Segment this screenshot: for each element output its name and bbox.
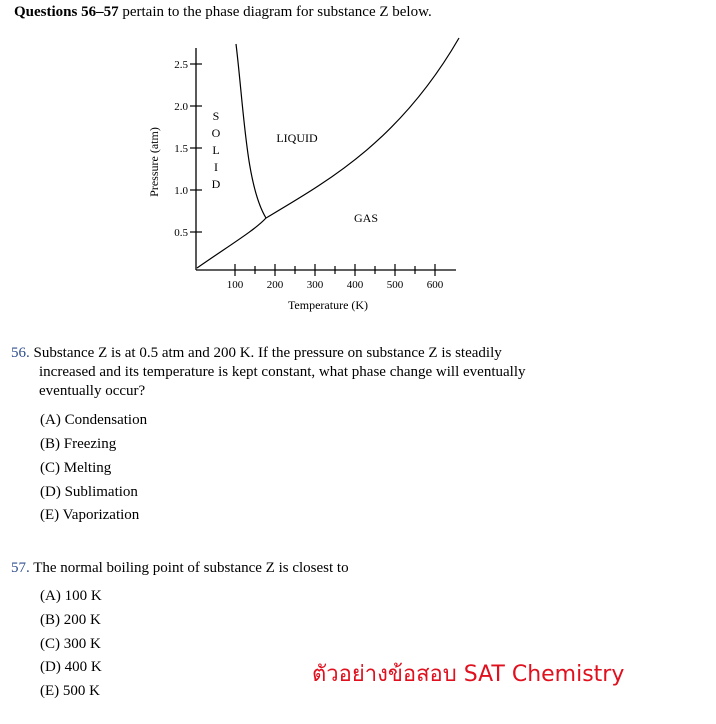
phase-diagram — [0, 0, 716, 330]
x-tick-label: 300 — [306, 279, 324, 291]
question-57-stem — [11, 559, 349, 578]
answer-option[interactable]: (E) 500 K — [40, 683, 100, 699]
y-tick-label: 1.0 — [174, 185, 188, 197]
x-tick-label: 100 — [226, 279, 244, 291]
answer-option[interactable]: (A) 100 K — [40, 588, 102, 604]
y-tick-label: 1.5 — [174, 143, 188, 155]
solid-letter: O — [211, 126, 221, 140]
answer-option[interactable]: (C) Melting — [40, 460, 112, 476]
x-tick-label: 600 — [426, 279, 444, 291]
answer-option[interactable]: (D) 400 K — [40, 659, 102, 675]
watermark-text: ตัวอย่างข้อสอบ SAT Chemistry — [312, 662, 625, 687]
x-axis-label: Temperature (K) — [287, 298, 369, 312]
x-tick-label: 200 — [266, 279, 284, 291]
question-stem-line: The normal boiling point of substance Z is closest to — [29, 560, 349, 576]
answer-option[interactable]: (D) Sublimation — [40, 484, 138, 500]
x-tick-label: 500 — [386, 279, 404, 291]
answer-option[interactable]: (C) 300 K — [40, 636, 101, 652]
solid-letter: I — [214, 160, 218, 174]
y-tick-label: 2.5 — [174, 59, 188, 71]
answer-option[interactable]: (B) Freezing — [40, 436, 117, 452]
y-axis-label: Pressure (atm) — [147, 127, 161, 197]
question-stem-line: Substance Z is at 0.5 atm and 200 K. If the pressure on substance Z is steadily — [29, 345, 502, 361]
answer-option[interactable]: (E) Vaporization — [40, 507, 140, 523]
question-stem-line: eventually occur? — [39, 383, 146, 399]
solid-liquid-boundary — [236, 44, 266, 218]
question-number: 56. — [11, 345, 30, 361]
liquid-gas-boundary — [197, 38, 459, 268]
answer-option[interactable]: (A) Condensation — [40, 412, 148, 428]
intro-bold: Questions 56–57 — [14, 4, 119, 20]
solid-letter: S — [212, 109, 220, 123]
question-number: 57. — [11, 560, 30, 576]
solid-letter: D — [211, 177, 221, 191]
question-56-stem — [11, 344, 591, 401]
region-gas-label: GAS — [353, 211, 379, 225]
intro-text: pertain to the phase diagram for substance Z below. — [118, 4, 432, 20]
region-liquid-label: LIQUID — [276, 131, 318, 145]
answer-option[interactable]: (B) 200 K — [40, 612, 101, 628]
y-tick-label: 2.0 — [174, 101, 188, 113]
solid-letter: L — [212, 143, 220, 157]
x-tick-label: 400 — [346, 279, 364, 291]
question-stem-line: increased and its temperature is kept constant, what phase change will eventually — [39, 364, 526, 380]
y-tick-label: 0.5 — [174, 227, 188, 239]
